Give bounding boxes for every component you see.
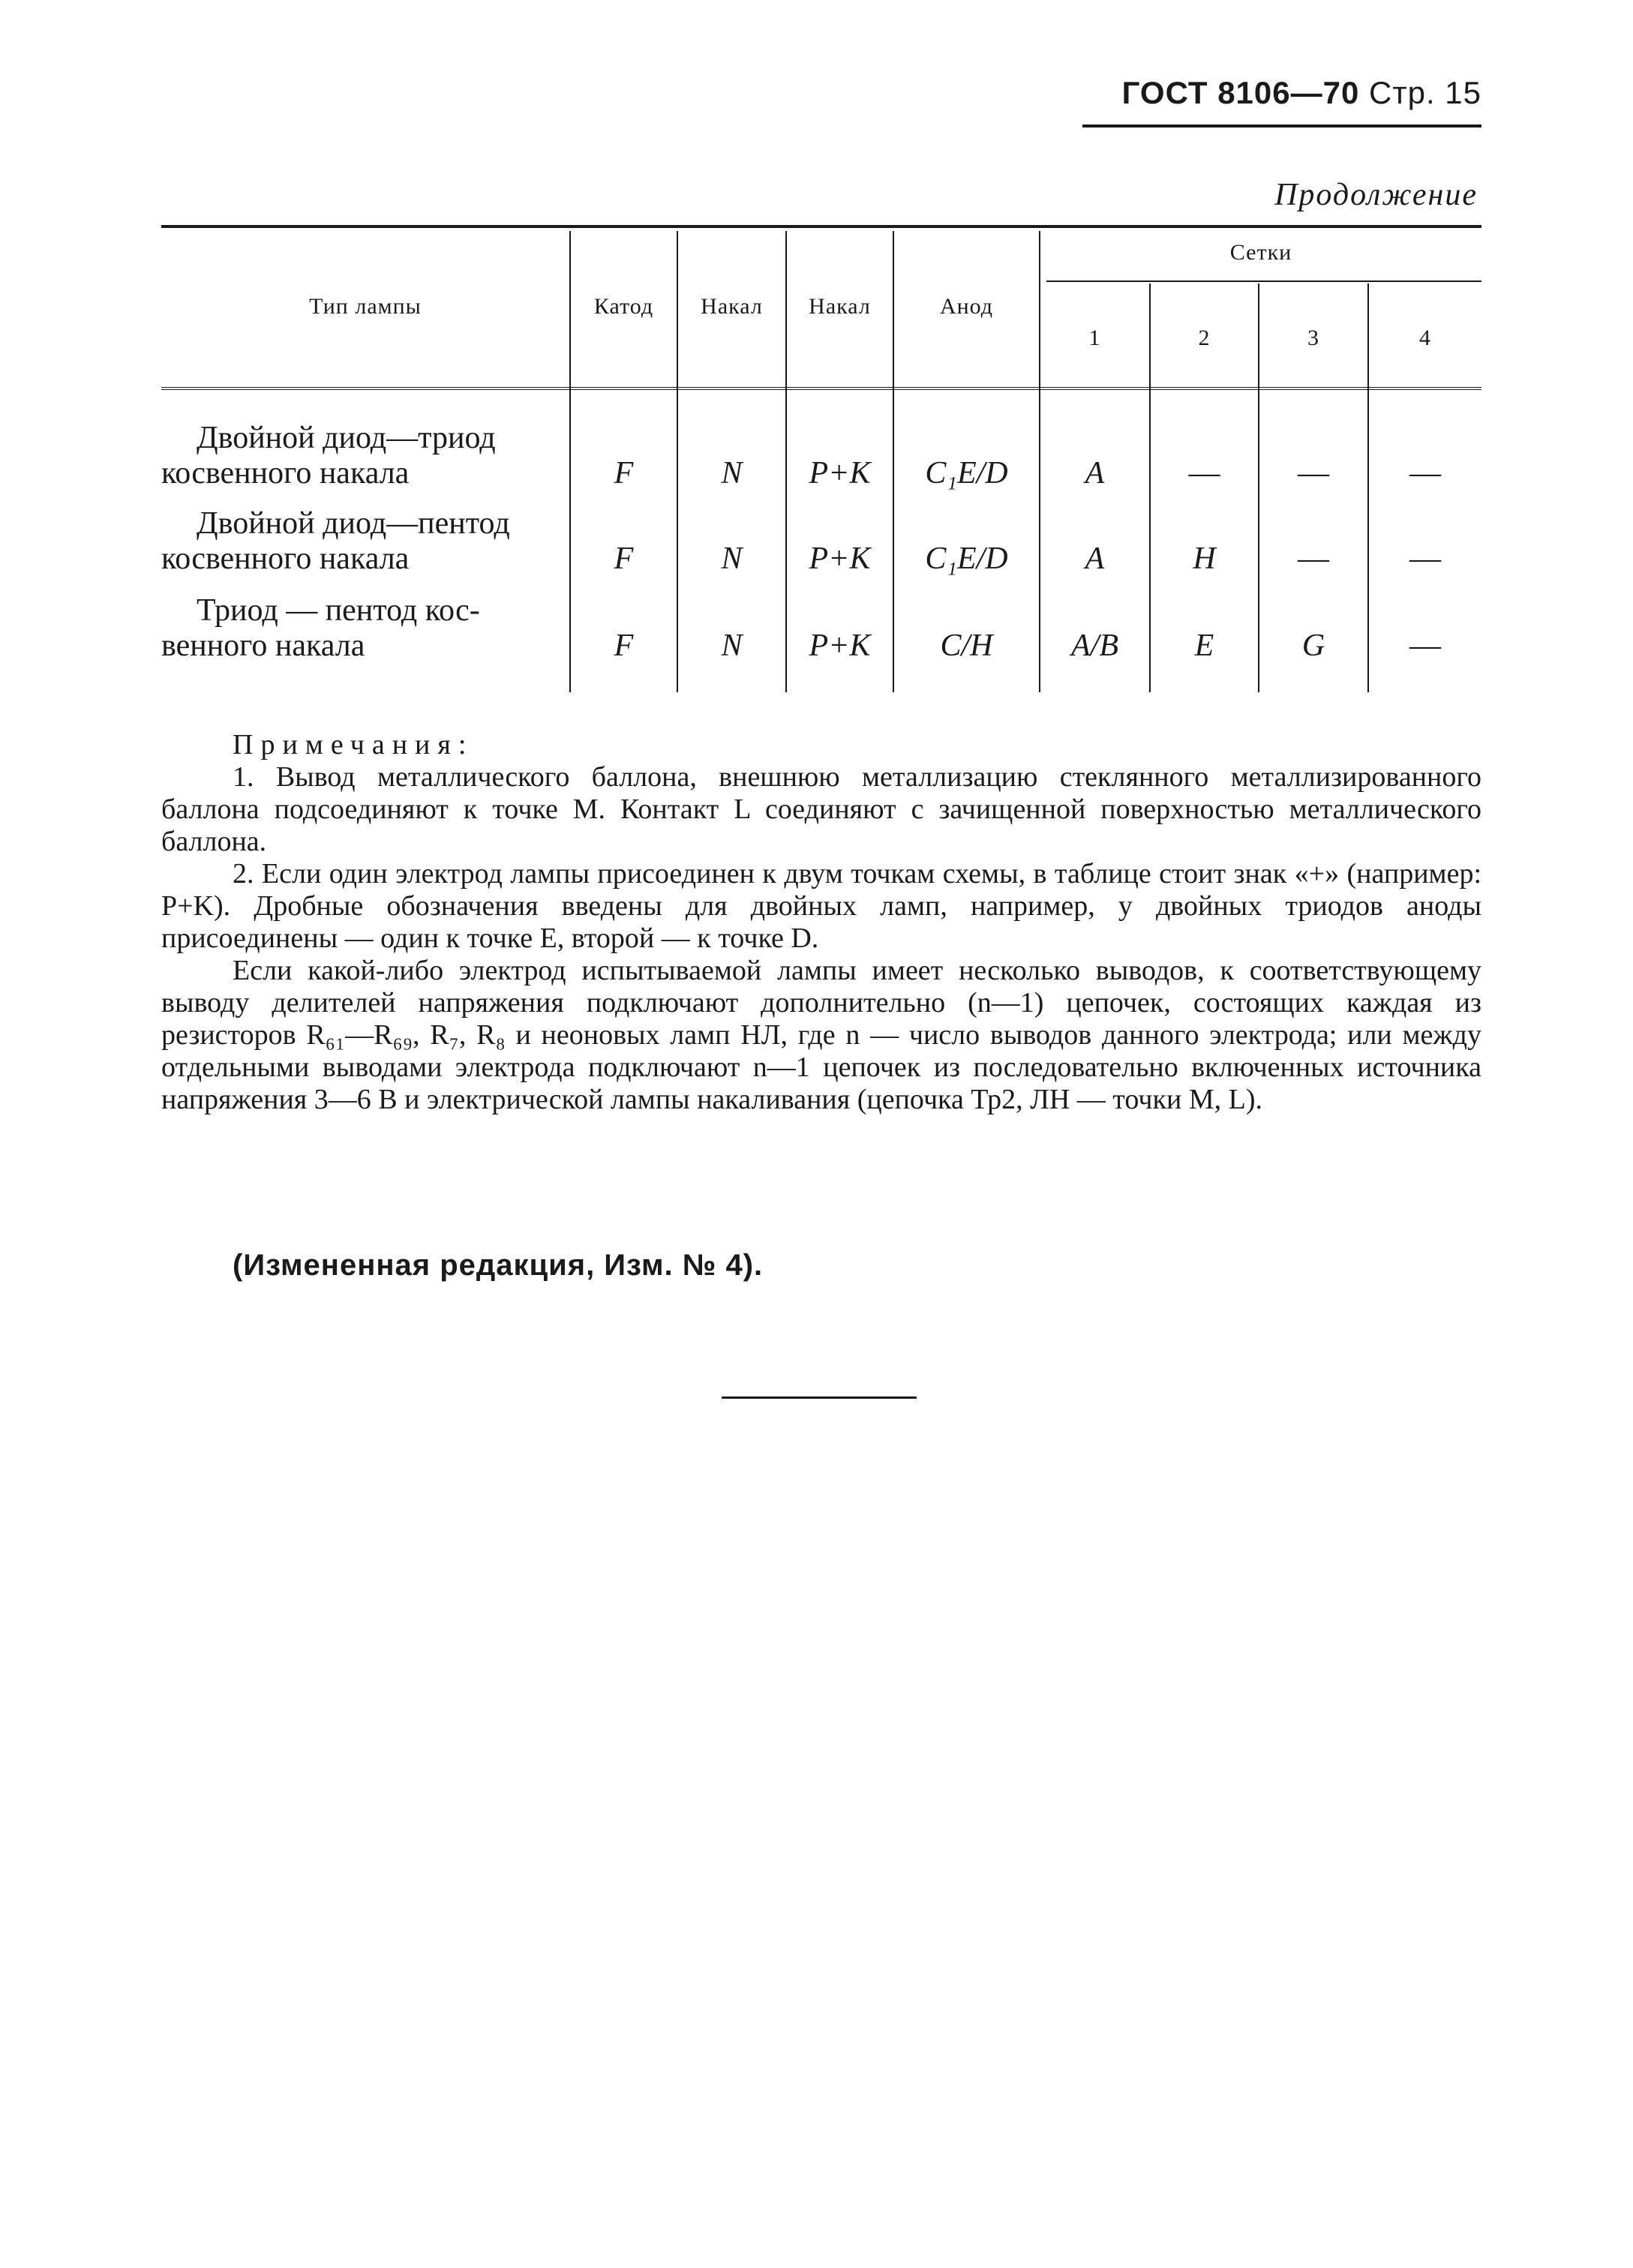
- page-number: Стр. 15: [1369, 75, 1481, 110]
- col-grids: Сетки: [1229, 240, 1292, 265]
- cell-grid-2: H: [1193, 542, 1216, 576]
- col-cathode: Катод: [593, 294, 654, 319]
- continued-label: Продолжение: [1274, 178, 1478, 212]
- table-header-separator: [161, 387, 1481, 390]
- header-rule: [1082, 124, 1481, 128]
- row-lamp-type: косвенного накала: [161, 542, 410, 576]
- cell-cathode: F: [614, 628, 634, 663]
- cell-grid-1: A/B: [1071, 628, 1118, 663]
- cell-grid-1: A: [1085, 456, 1105, 490]
- cell-grid-3: —: [1298, 542, 1329, 576]
- cell-anode: C₁E/D: [925, 542, 1008, 576]
- cell-cathode: F: [614, 456, 634, 490]
- col-lamp-type: Тип лампы: [309, 294, 422, 319]
- cell-heater-2: P+K: [809, 628, 871, 663]
- col-grid-3: 3: [1307, 326, 1319, 350]
- col-anode: Анод: [939, 294, 994, 319]
- col-grid-1: 1: [1088, 326, 1101, 350]
- note-3: Если какой-либо электрод испытываемой лампы имеет несколько выводов, к соответствующему выводу делителей напряжения подключают дополнительно (n—1) цепочек, состоящих каждая из резисторов R₆₁—R₆₉, R₇, R₈ и неоновых ламп НЛ, где n — число выводов данного электрода; или между отдельными выводами электрода подключают n—1 цепочек из последовательно включенных источника напряжения 3—6 В и электрической лампы накаливания (цепочка Тр2, ЛН — точки M, L).: [161, 955, 1481, 1115]
- grids-subheader-rule: [1046, 280, 1481, 282]
- row-lamp-type: венного накала: [161, 628, 365, 663]
- cell-grid-4: —: [1409, 628, 1441, 663]
- cell-heater-1: N: [721, 628, 743, 663]
- page-header: [1080, 75, 1481, 111]
- col-grid-2: 2: [1198, 326, 1211, 350]
- cell-grid-3: G: [1301, 628, 1325, 663]
- amendment-note: (Измененная редакция, Изм. № 4).: [233, 1249, 764, 1282]
- table-top-rule: [161, 225, 1481, 228]
- notes-title: Примечания:: [233, 729, 474, 760]
- row-lamp-type: Двойной диод—пентод: [197, 506, 510, 541]
- note-2: 2. Если один электрод лампы присоединен к двум точкам схемы, в таблице стоит знак «+» (например: P+K). Дробные обозначения введены для двойных ламп, например, у двойных триодов аноды присоединены — один к точке E, второй — к точке D.: [161, 858, 1481, 954]
- cell-cathode: F: [614, 542, 634, 576]
- col-grid-4: 4: [1419, 326, 1431, 350]
- cell-grid-1: A: [1085, 542, 1105, 576]
- cell-grid-4: —: [1409, 456, 1441, 490]
- end-rule: [722, 1396, 917, 1399]
- cell-grid-2: —: [1188, 456, 1220, 490]
- cell-grid-4: —: [1409, 542, 1441, 576]
- cell-anode: C/H: [940, 628, 993, 663]
- row-lamp-type: Двойной диод—триод: [197, 421, 496, 455]
- standard-number: ГОСТ 8106—70: [1121, 75, 1360, 110]
- cell-anode: C₁E/D: [925, 456, 1008, 490]
- notes-section: [161, 729, 1481, 1116]
- cell-grid-3: —: [1298, 456, 1329, 490]
- cell-heater-1: N: [721, 542, 743, 576]
- row-lamp-type: косвенного накала: [161, 456, 410, 490]
- col-heater-2: Накал: [809, 294, 871, 319]
- cell-heater-1: N: [721, 456, 743, 490]
- row-lamp-type: Триод — пентод кос-: [197, 593, 480, 628]
- col-heater-1: Накал: [701, 294, 763, 319]
- cell-heater-2: P+K: [809, 542, 871, 576]
- cell-heater-2: P+K: [809, 456, 871, 490]
- cell-grid-2: E: [1194, 628, 1214, 663]
- note-1: 1. Вывод металлического баллона, внешнюю металлизацию стеклянного металлизированного баллона подсоединяют к точке M. Контакт L соединяют с зачищенной поверхностью металлического баллона.: [161, 761, 1481, 857]
